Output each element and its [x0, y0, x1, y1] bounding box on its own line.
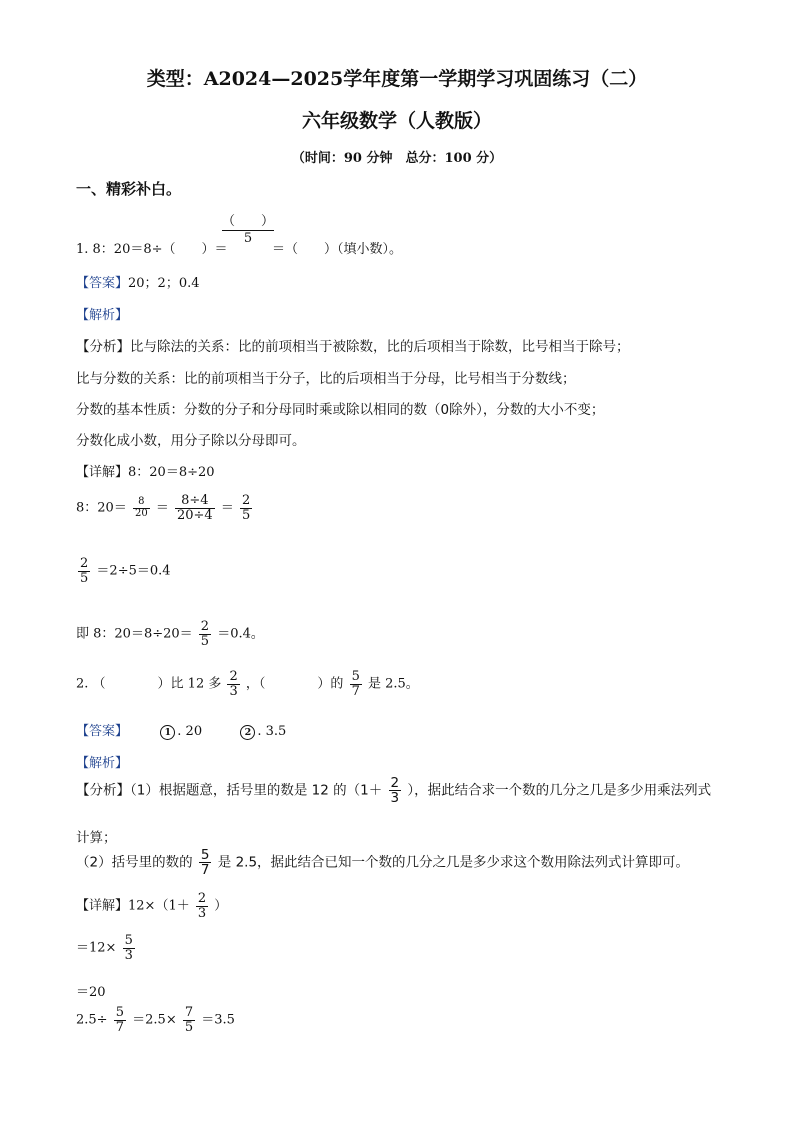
answer-value: . 20: [177, 724, 203, 739]
denominator: 3: [124, 947, 133, 963]
fraction: [196, 892, 208, 920]
q2-answer: [76, 720, 286, 740]
q1-stem-left: 1. 8：20＝8÷（ ）＝: [76, 242, 228, 257]
detail-text: 即 8：20＝8÷20＝: [76, 626, 193, 642]
fraction: [133, 497, 150, 519]
denominator: 5: [184, 1019, 194, 1035]
circled-number-1: 1: [160, 725, 175, 740]
answer-label: 【答案】: [76, 276, 129, 291]
detail-text: ＝12×: [76, 940, 117, 956]
fraction: [175, 494, 215, 522]
answer-value: 20；2；0.4: [128, 276, 200, 291]
denominator: 3: [229, 683, 238, 699]
analysis-text: 是 2.5，据此结合已知一个数的几分之几是多少求这个数用除法列式计算即可。: [217, 854, 690, 871]
q1-answer: [76, 272, 200, 291]
page-title: 类型：A2024—2025学年度第一学期学习巩固练习（二）: [146, 68, 648, 90]
detail-text: 8：20＝8÷20: [128, 465, 215, 480]
numerator: 2: [229, 669, 238, 684]
q1-detail-line: [76, 461, 215, 480]
q1-fraction: [222, 210, 274, 246]
numerator: 5: [200, 847, 210, 863]
numerator: 5: [124, 933, 133, 948]
analysis-text: ），据此结合求一个数的几分之几是多少用乘法列式: [407, 782, 712, 799]
q1-analysis-line: [76, 335, 630, 355]
detail-text: ＝2.5×: [132, 1012, 177, 1028]
fraction: [350, 670, 362, 698]
q1-detail-line: [76, 494, 254, 522]
answer-label: 【答案】: [76, 724, 129, 739]
fraction: [389, 776, 402, 805]
analysis-label: 【解析】: [76, 308, 129, 323]
detail-text: 2.5÷: [76, 1012, 108, 1028]
numerator: 5: [351, 669, 360, 684]
circled-number-2: 2: [240, 725, 255, 740]
fraction: [199, 848, 212, 877]
analysis-text: （2）括号里的数的: [76, 854, 193, 871]
q1-stem-right: ＝（ ）（填小数）。: [272, 242, 403, 257]
analysis-label: 【解析】: [76, 756, 129, 771]
denominator: 5: [200, 633, 210, 649]
stem-text: 是 2.5。: [367, 676, 419, 692]
denominator: 3: [197, 905, 207, 921]
denominator: 7: [200, 862, 210, 879]
fraction: [123, 934, 135, 962]
q1-analysis-line: 分数的基本性质：分数的分子和分母同时乘或除以相同的数（0除外），分数的大小不变；: [76, 402, 605, 418]
denominator: 5: [242, 507, 251, 523]
denominator: 3: [390, 790, 400, 807]
q2-detail-line: [76, 1006, 235, 1034]
numerator: 8÷4: [181, 493, 209, 508]
q1-detail-line: [76, 557, 171, 585]
numerator: 8: [138, 496, 145, 508]
q1-fraction-denominator: 5: [243, 231, 253, 246]
analysis-text: （1）根据题意，括号里的数是 12 的（1＋: [130, 782, 383, 799]
denominator: 5: [80, 570, 89, 586]
q1-analysis-line: 分数化成小数，用分子除以分母即可。: [76, 433, 306, 449]
fraction: [240, 494, 252, 522]
section-heading: 一、精彩补白。: [76, 180, 182, 198]
numerator: 2: [197, 891, 207, 906]
detail-text: ＝: [220, 500, 234, 516]
numerator: 2: [200, 619, 210, 634]
detail-text: ＝: [155, 500, 169, 516]
numerator: 5: [115, 1005, 124, 1020]
q1-detail-line: [76, 620, 264, 648]
stem-text: ，（ ）的: [245, 676, 344, 692]
q1-analysis-line: 比与分数的关系：比的前项相当于分子，比的后项相当于分母，比号相当于分数线；: [76, 371, 576, 387]
detail-label: 【详解】: [76, 898, 129, 914]
q2-stem: [76, 670, 419, 698]
fraction: [78, 557, 90, 585]
q2-detail-line: [76, 934, 137, 962]
q2-detail-line: ＝20: [76, 985, 106, 1000]
exam-info: （时间：90 分钟 总分：100 分）: [291, 151, 503, 166]
fraction: [199, 620, 211, 648]
numerator: 2: [390, 775, 400, 791]
fraction: [227, 670, 239, 698]
q2-analysis-line: 计算；: [76, 830, 117, 846]
detail-text: ＝0.4。: [217, 626, 264, 642]
q2-analysis-line: [76, 848, 689, 877]
q1-fraction-numerator: （ ）: [222, 210, 274, 231]
detail-text: 8：20＝: [76, 500, 127, 516]
numerator: 2: [80, 556, 89, 571]
detail-text: 12×（1＋: [128, 898, 190, 914]
analysis-heading: 【分析】: [76, 782, 130, 799]
q2-detail-line: [76, 892, 227, 920]
numerator: 2: [242, 493, 251, 508]
fraction: [183, 1006, 195, 1034]
numerator: 7: [184, 1005, 194, 1020]
denominator: 7: [351, 683, 360, 699]
denominator: 7: [115, 1019, 124, 1035]
denominator: 20÷4: [177, 507, 213, 523]
analysis-text: 比与除法的关系：比的前项相当于被除数，比的后项相当于除数，比号相当于除号；: [130, 339, 630, 355]
fraction: [114, 1006, 126, 1034]
answer-value: . 3.5: [257, 724, 287, 739]
analysis-heading: 【分析】: [76, 339, 130, 355]
detail-text: ＝2÷5＝0.4: [96, 563, 171, 579]
stem-text: 2. （ ）比 12 多: [76, 676, 222, 692]
detail-label: 【详解】: [76, 465, 129, 480]
detail-text: ＝3.5: [201, 1012, 235, 1028]
page-subtitle: 六年级数学（人教版）: [301, 110, 492, 132]
denominator: 20: [134, 507, 148, 519]
q2-analysis-line: [76, 776, 711, 805]
detail-text: ）: [214, 898, 228, 914]
